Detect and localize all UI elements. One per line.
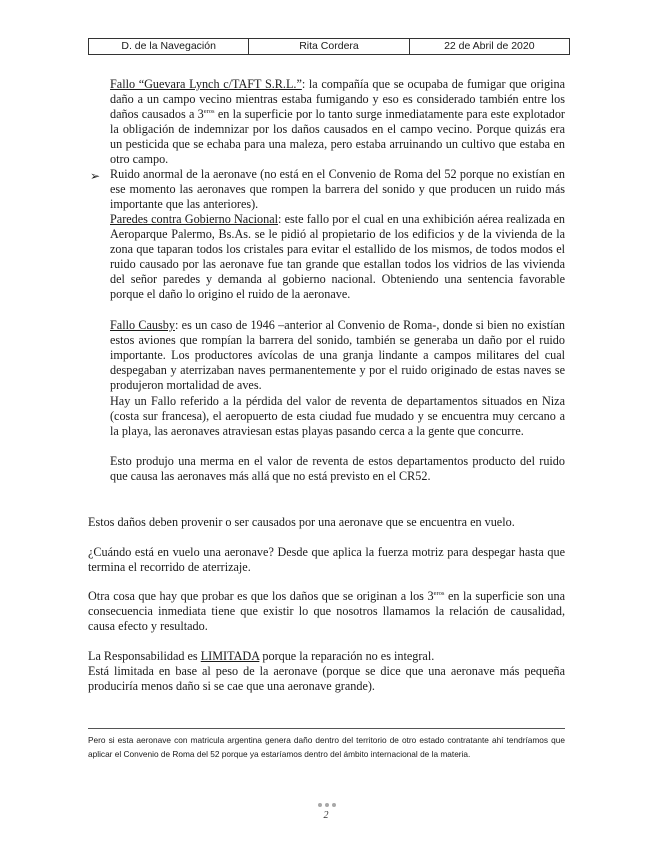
case-niza — [110, 394, 565, 439]
page-header — [88, 38, 570, 55]
body-text: Otra cosa que hay que probar es que los daños que se originan a los 3 — [88, 589, 434, 603]
case-guevara-text: : la compañía que se ocupaba de fumigar que origina daño a un campo vecino mientras estaba fumigando y eso es considerado también entre los daños causados a 3 — [110, 77, 565, 121]
body-paragraph: ¿Cuándo está en vuelo una aeronave? Desde que aplica la fuerza motriz para despegar hasta que termina el recorrido de aterrizaje. — [88, 545, 565, 574]
case-causby-paragraph — [110, 318, 565, 393]
body-p1 — [88, 515, 565, 530]
case-niza-paragraph: Hay un Fallo referido a la pérdida del valor de reventa de departamentos situados en Niza (costa sur francesa), el aeropuerto de esta ciudad fue mudado y se encuentra muy cercano a la playa, las aeronaves atraviesan estas playas pasando cerca a la gente que concurre. — [110, 394, 565, 438]
case-guevara — [110, 77, 565, 166]
limited-emphasis: LIMITADA — [200, 649, 260, 663]
page-dots-icon — [318, 803, 336, 807]
case-merma-paragraph: Esto produjo una merma en el valor de reventa de estos departamentos producto del ruido que causa las aeronaves más allá que no está previsto en el CR52. — [110, 454, 565, 483]
case-causby-title: Fallo Causby — [110, 318, 175, 332]
superscript: eros — [433, 590, 445, 597]
case-causby — [110, 318, 565, 393]
body-p3 — [88, 589, 565, 634]
case-guevara-text-cont: en la superficie por lo tanto surge inmediatamente para este explotador la obligación de indemnizar por los daños causados en el campo vecino. Porque quizás era un pesticida que se echaba para una maleza, pero estaba arruinando un cultivo que estaba en otro campo. — [110, 106, 565, 166]
case-guevara-title: Fallo “Guevara Lynch c/TAFT S.R.L.” — [110, 77, 302, 91]
header-department: D. de la Navegación — [89, 39, 249, 54]
header-date: 22 de Abril de 2020 — [444, 40, 535, 52]
body-p4 — [88, 649, 565, 664]
case-paredes — [110, 212, 565, 301]
body-text-cont: en la superficie son una consecuencia inmediata tiene que existir lo que nosotros llamamos la relación de causalidad, causa efecto y resultado. — [88, 589, 565, 633]
case-guevara-paragraph — [110, 77, 565, 166]
superscript: eros — [203, 107, 215, 115]
case-paredes-paragraph — [110, 212, 565, 301]
body-p2 — [88, 545, 565, 575]
body-p5 — [88, 664, 565, 694]
case-paredes-title: Paredes contra Gobierno Nacional — [110, 212, 278, 226]
body-paragraph: Está limitada en base al peso de la aeronave (porque se dice que una aeronave más pequeña produciría menos daño si se cae que una aeronave grande). — [88, 664, 565, 693]
body-text: La Responsabilidad es — [88, 649, 201, 663]
body-paragraph: Estos daños deben provenir o ser causados por una aeronave que se encuentra en vuelo. — [88, 515, 515, 529]
body-text-cont: porque la reparación no es integral. — [259, 649, 435, 663]
noise-item — [110, 167, 565, 212]
noise-paragraph: Ruido anormal de la aeronave (no está en el Convenio de Roma del 52 porque no existían en ese momento las aeronaves que rompen la barrera del sonido y que producen un ruido más importante que las anteriores). — [110, 167, 565, 211]
case-merma — [110, 454, 565, 484]
header-author: Rita Cordera — [249, 39, 409, 54]
case-paredes-text: : este fallo por el cual en una exhibición aérea realizada en Aeroparque Palermo, Bs.As. se le pidió al propietario de los edificios y de la vivienda de la zona que taparan todos los cristales para evitar el estallido de los mismos, de todos modos el ruido causado por las aeronave fue tan grande que estallan todos los vidrios de las vivienda del señor paredes y demanda al gobierno nacional. Obteniendo una sentencia favorable porque el daño lo origino el ruido de la aeronave. — [110, 212, 565, 301]
page-number: 2 — [323, 810, 329, 821]
body-paragraph — [88, 589, 565, 634]
arrow-bullet-icon: ➢ — [90, 169, 101, 183]
footnote-separator — [88, 728, 565, 729]
case-causby-text: : es un caso de 1946 –anterior al Convenio de Roma-, donde si bien no existían estos aviones que rompían la barrera del sonido, también se generaba un daño por el ruido importante. Los productores avícolas de una granja lindante a campos militares del cual despegaban y aterrizaban naves permanentemente y por el ruido originado de estas naves se produjeron mortalidad de aves. — [110, 318, 565, 392]
body-paragraph — [88, 649, 565, 664]
footnote: Pero si esta aeronave con matricula argentina genera daño dentro del territorio de otro estado contratante ahí tendríamos que aplicar el Convenio de Roma del 52 porque ya estaríamos dentro del ámbito internacional de la materia. — [88, 735, 565, 759]
